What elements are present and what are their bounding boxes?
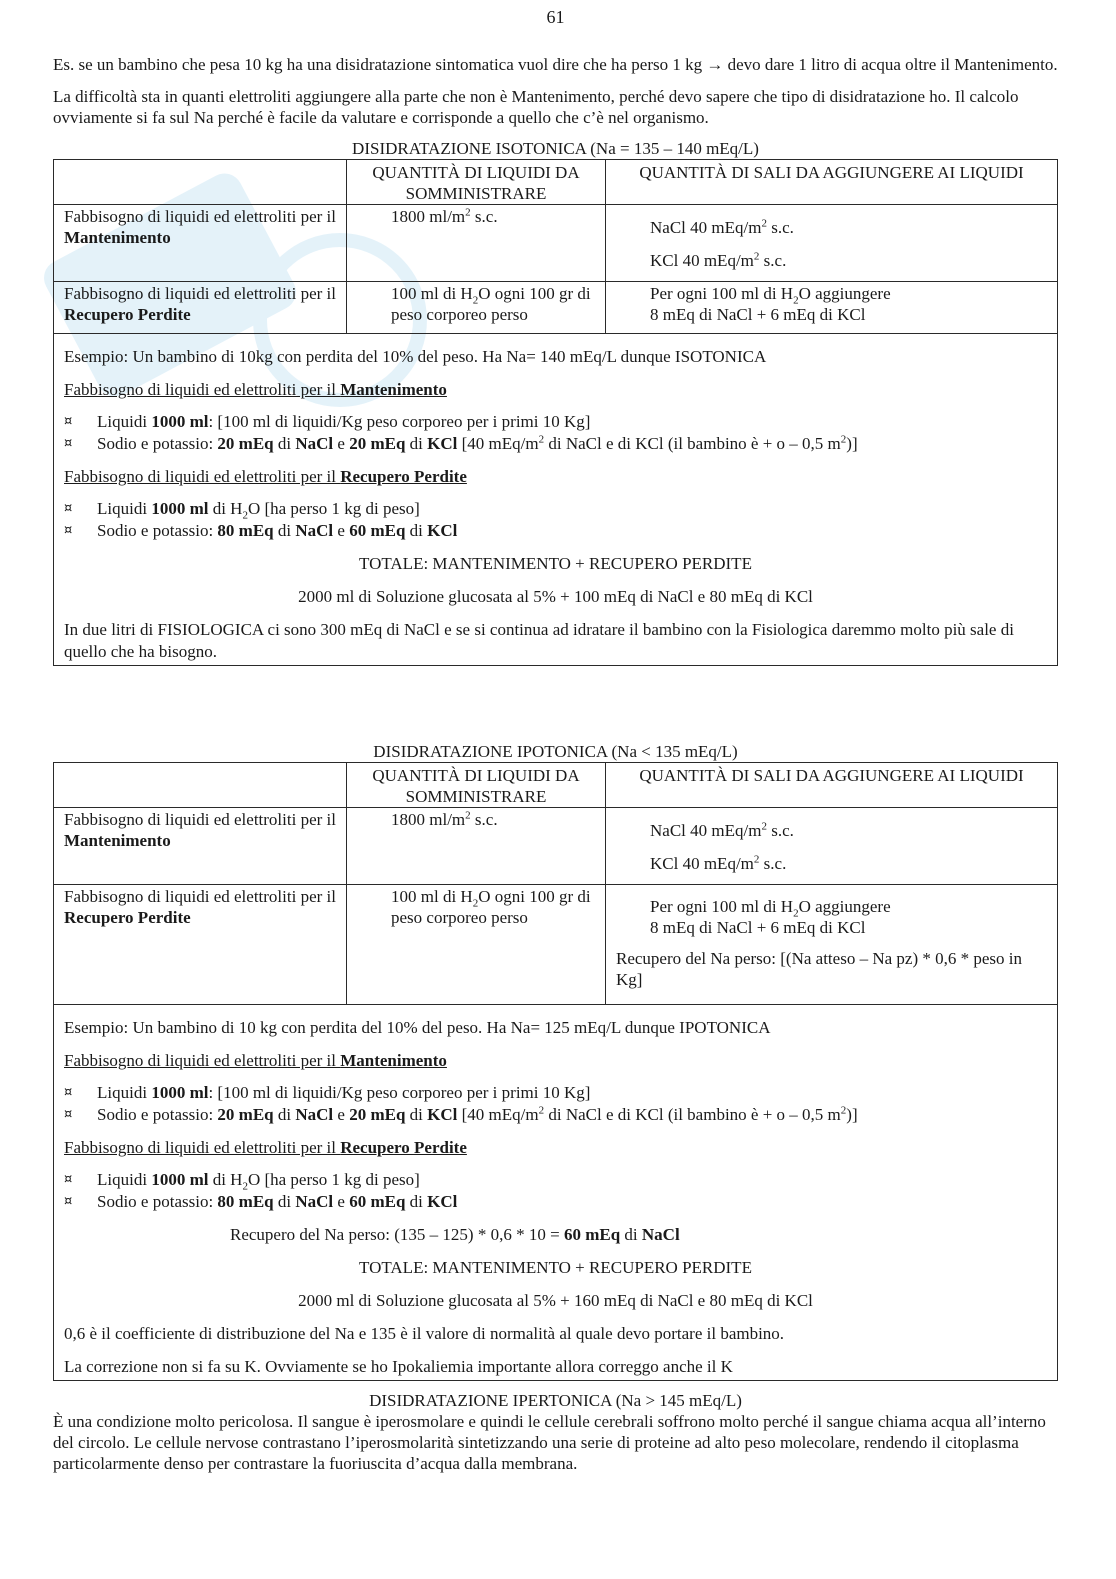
header-liquidi: QUANTITÀ DI LIQUIDI DA SOMMINISTRARE bbox=[347, 763, 606, 808]
isotonica-table bbox=[53, 159, 1058, 666]
intro-paragraph-2: La difficoltà sta in quanti elettroliti aggiungere alla parte che non è Mantenimento, perché devo sapere che tipo di disidratazione ho. Il calcolo ovviamente si fa sul Na perché è facile da valutare e corrisponde a quello che c’è nel organismo. bbox=[53, 87, 1019, 127]
recupero-liquidi: 100 ml di $H_2O$ ogni 100 gr di peso corporeo perso bbox=[347, 282, 606, 334]
ipotonica-note-2: La correzione non si fa su K. Ovviamente se ho Ipokaliemia importante allora correggo anche il K bbox=[64, 1357, 733, 1376]
recupero-sali: Per ogni 100 ml di $H_2O$ aggiungere 8 mEq di NaCl + 6 mEq di KCl Recupero del Na perso: [(Na atteso – Na pz) * 0,6 * peso in Kg] bbox=[606, 885, 1058, 1005]
list-item: ¤ Sodio e potassio: 80 mEq di NaCl e 60 mEq di KCl bbox=[64, 1192, 458, 1211]
intro-paragraph-1: Es. se un bambino che pesa 10 kg ha una disidratazione sintomatica vuol dire che ha perso 1 kg → devo dare 1 litro di acqua oltre il Mantenimento. bbox=[53, 55, 1058, 74]
bullet-icon: ¤ bbox=[64, 436, 73, 451]
list-item: ¤ Sodio e potassio: 20 mEq di NaCl e 20 mEq di KCl [40 mEq/$m^2$ di NaCl e di KCl (il bambino è + o – 0,5 $m^2$)] bbox=[64, 1104, 858, 1124]
recupero-sali: Per ogni 100 ml di $H_2O$ aggiungere 8 mEq di NaCl + 6 mEq di KCl bbox=[606, 282, 1058, 334]
row-label-recupero: Fabbisogno di liquidi ed elettroliti per il Recupero Perdite bbox=[54, 885, 347, 1005]
ipotonica-table bbox=[53, 762, 1058, 1381]
subheading-recupero: Fabbisogno di liquidi ed elettroliti per il Recupero Perdite bbox=[64, 467, 467, 486]
header-liquidi: QUANTITÀ DI LIQUIDI DA SOMMINISTRARE bbox=[347, 160, 606, 205]
mantenimento-sali: NaCl 40 mEq/$m^2$ s.c. KCl 40 mEq/$m^2$ s.c. bbox=[606, 808, 1058, 885]
mantenimento-liquidi: 1800 $ml/m^2$ s.c. bbox=[347, 808, 606, 885]
bullet-icon: ¤ bbox=[64, 523, 73, 538]
example-intro: Esempio: Un bambino di 10kg con perdita del 10% del peso. Ha Na= 140 mEq/L dunque ISOTONICA bbox=[64, 347, 767, 366]
totale-heading: TOTALE: MANTENIMENTO + RECUPERO PERDITE bbox=[359, 1258, 752, 1277]
ipotonica-note-1: 0,6 è il coefficiente di distribuzione del Na e 135 è il valore di normalità al quale devo portare il bambino. bbox=[64, 1324, 785, 1343]
recupero-na-calc: Recupero del Na perso: (135 – 125) * 0,6 * 10 = 60 mEq di NaCl bbox=[230, 1225, 680, 1244]
totale-value: 2000 ml di Soluzione glucosata al 5% + 100 mEq di NaCl e 80 mEq di KCl bbox=[298, 587, 813, 606]
subheading-mantenimento: Fabbisogno di liquidi ed elettroliti per il Mantenimento bbox=[64, 1051, 447, 1070]
page-number: 61 bbox=[546, 7, 565, 27]
bullet-icon: ¤ bbox=[64, 1194, 73, 1209]
list-item: ¤ Sodio e potassio: 80 mEq di NaCl e 60 mEq di KCl bbox=[64, 521, 458, 540]
row-label-mantenimento: Fabbisogno di liquidi ed elettroliti per il Mantenimento bbox=[54, 205, 347, 282]
list-item: ¤ Liquidi 1000 ml: [100 ml di liquidi/Kg peso corporeo per i primi 10 Kg] bbox=[64, 1083, 591, 1102]
recupero-liquidi: 100 ml di $H_2O$ ogni 100 gr di peso corporeo perso bbox=[347, 885, 606, 1005]
totale-heading: TOTALE: MANTENIMENTO + RECUPERO PERDITE bbox=[359, 554, 752, 573]
ipertonica-caption: DISIDRATAZIONE IPERTONICA (Na > 145 mEq/L) bbox=[369, 1391, 742, 1410]
list-item: ¤ Liquidi 1000 ml di $H_2O$ [ha perso 1 kg di peso] bbox=[64, 1170, 420, 1193]
bullet-icon: ¤ bbox=[64, 501, 73, 516]
row-label-recupero: Fabbisogno di liquidi ed elettroliti per il Recupero Perdite bbox=[54, 282, 347, 334]
bullet-icon: ¤ bbox=[64, 1085, 73, 1100]
isotonica-example bbox=[54, 334, 1058, 666]
header-empty-cell bbox=[54, 160, 347, 205]
isotonica-note: In due litri di FISIOLOGICA ci sono 300 mEq di NaCl e se si continua ad idratare il bambino con la Fisiologica daremmo molto più sale di quello che ha bisogno. bbox=[64, 620, 1014, 661]
mantenimento-sali: NaCl 40 mEq/$m^2$ s.c. KCl 40 mEq/$m^2$ s.c. bbox=[606, 205, 1058, 282]
arrow-icon: → bbox=[706, 55, 724, 74]
totale-value: 2000 ml di Soluzione glucosata al 5% + 160 mEq di NaCl e 80 mEq di KCl bbox=[298, 1291, 813, 1310]
bullet-icon: ¤ bbox=[64, 1172, 73, 1187]
row-label-mantenimento: Fabbisogno di liquidi ed elettroliti per il Mantenimento bbox=[54, 808, 347, 885]
example-intro: Esempio: Un bambino di 10 kg con perdita del 10% del peso. Ha Na= 125 mEq/L dunque IPOTONICA bbox=[64, 1018, 771, 1037]
bullet-icon: ¤ bbox=[64, 1107, 73, 1122]
bullet-icon: ¤ bbox=[64, 414, 73, 429]
mantenimento-liquidi: 1800 $ml/m^2$ s.c. bbox=[347, 205, 606, 282]
recupero-na-formula: Recupero del Na perso: [(Na atteso – Na pz) * 0,6 * peso in Kg] bbox=[616, 949, 1022, 989]
ipotonica-example bbox=[54, 1005, 1058, 1381]
ipertonica-paragraph: È una condizione molto pericolosa. Il sangue è iperosmolare e quindi le cellule cerebrali soffrono molto perché il sangue chiama acqua all’interno del circolo. Le cellule nervose contrastano l’iperosmolarità sintetizzando una serie di proteine ad alto peso molecolare, rendendo il citoplasma particolarmente denso per contrastare la fuoriuscita d’acqua dalla membrana. bbox=[53, 1412, 1046, 1473]
header-sali: QUANTITÀ DI SALI DA AGGIUNGERE AI LIQUIDI bbox=[606, 160, 1058, 205]
page bbox=[53, 0, 1058, 1474]
list-item: ¤ Sodio e potassio: 20 mEq di NaCl e 20 mEq di KCl [40 mEq/$m^2$ di NaCl e di KCl (il bambino è + o – 0,5 $m^2$)] bbox=[64, 433, 858, 453]
isotonica-caption: DISIDRATAZIONE ISOTONICA (Na = 135 – 140 mEq/L) bbox=[352, 139, 759, 158]
header-sali: QUANTITÀ DI SALI DA AGGIUNGERE AI LIQUIDI bbox=[606, 763, 1058, 808]
list-item: ¤ Liquidi 1000 ml: [100 ml di liquidi/Kg peso corporeo per i primi 10 Kg] bbox=[64, 412, 591, 431]
subheading-mantenimento: Fabbisogno di liquidi ed elettroliti per il Mantenimento bbox=[64, 380, 447, 399]
subheading-recupero: Fabbisogno di liquidi ed elettroliti per il Recupero Perdite bbox=[64, 1138, 467, 1157]
header-empty-cell bbox=[54, 763, 347, 808]
ipotonica-caption: DISIDRATAZIONE IPOTONICA (Na < 135 mEq/L) bbox=[373, 742, 738, 761]
list-item: ¤ Liquidi 1000 ml di $H_2O$ [ha perso 1 kg di peso] bbox=[64, 499, 420, 522]
